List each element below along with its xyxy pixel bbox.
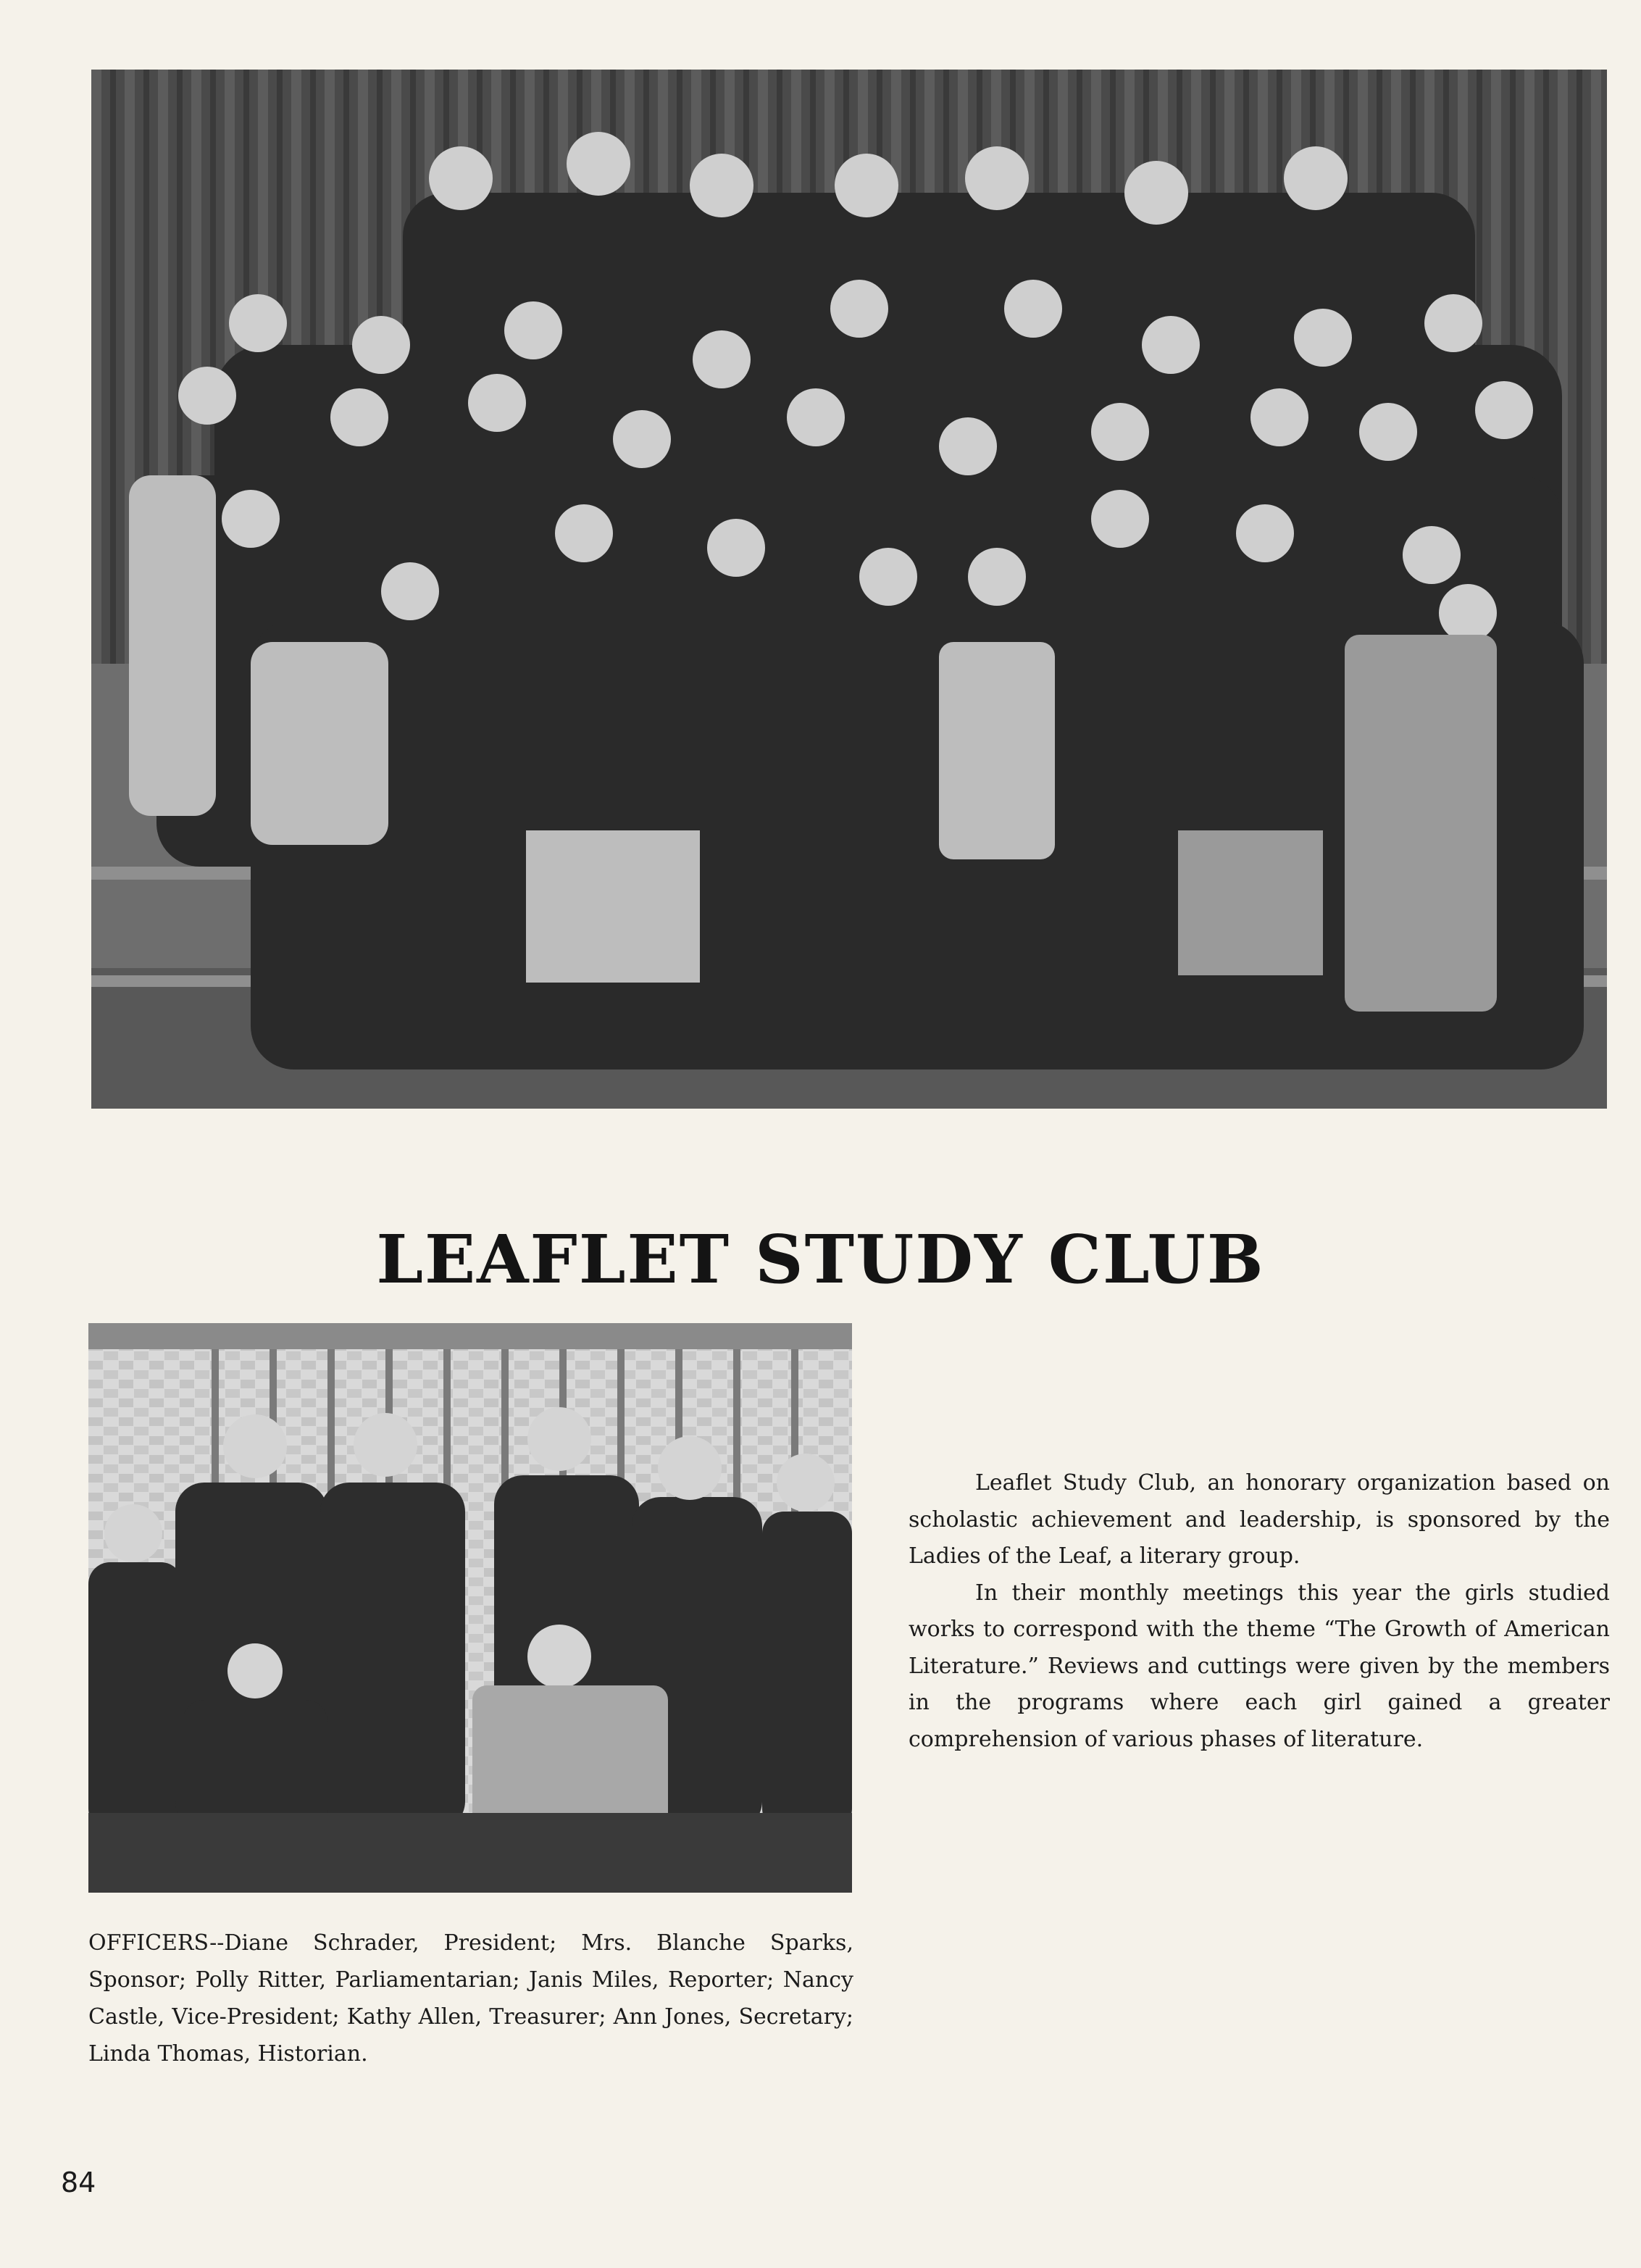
group-photo-image <box>91 70 1607 1109</box>
officers-photo <box>88 1323 852 1893</box>
article-paragraph: Leaflet Study Club, an honorary organization based on scholastic achievement and leadership, is sponsored by the Ladies of the Leaf, a literary group. <box>909 1470 1610 1569</box>
group-photo <box>91 70 1607 1109</box>
page-number: 84 <box>61 2167 96 2198</box>
article-body <box>909 1465 1610 1758</box>
article-paragraph: In their monthly meetings this year the girls studied works to correspond with the theme “The Growth of American Literature.” Reviews and cuttings were given by the members in the programs where each girl gained a greater comprehension of various phases of literature. <box>909 1580 1610 1752</box>
officers-photo-image <box>88 1323 852 1893</box>
officers-caption: OFFICERS--Diane Schrader, President; Mrs. Blanche Sparks, Sponsor; Polly Ritter, Parliamentarian; Janis Miles, Reporter; Nancy Castle, Vice-President; Kathy Allen, Treasurer; Ann Jones, Secretary; Linda Thomas, Historian. <box>88 1930 853 2067</box>
page-title: LEAFLET STUDY CLUB <box>376 1220 1265 1298</box>
